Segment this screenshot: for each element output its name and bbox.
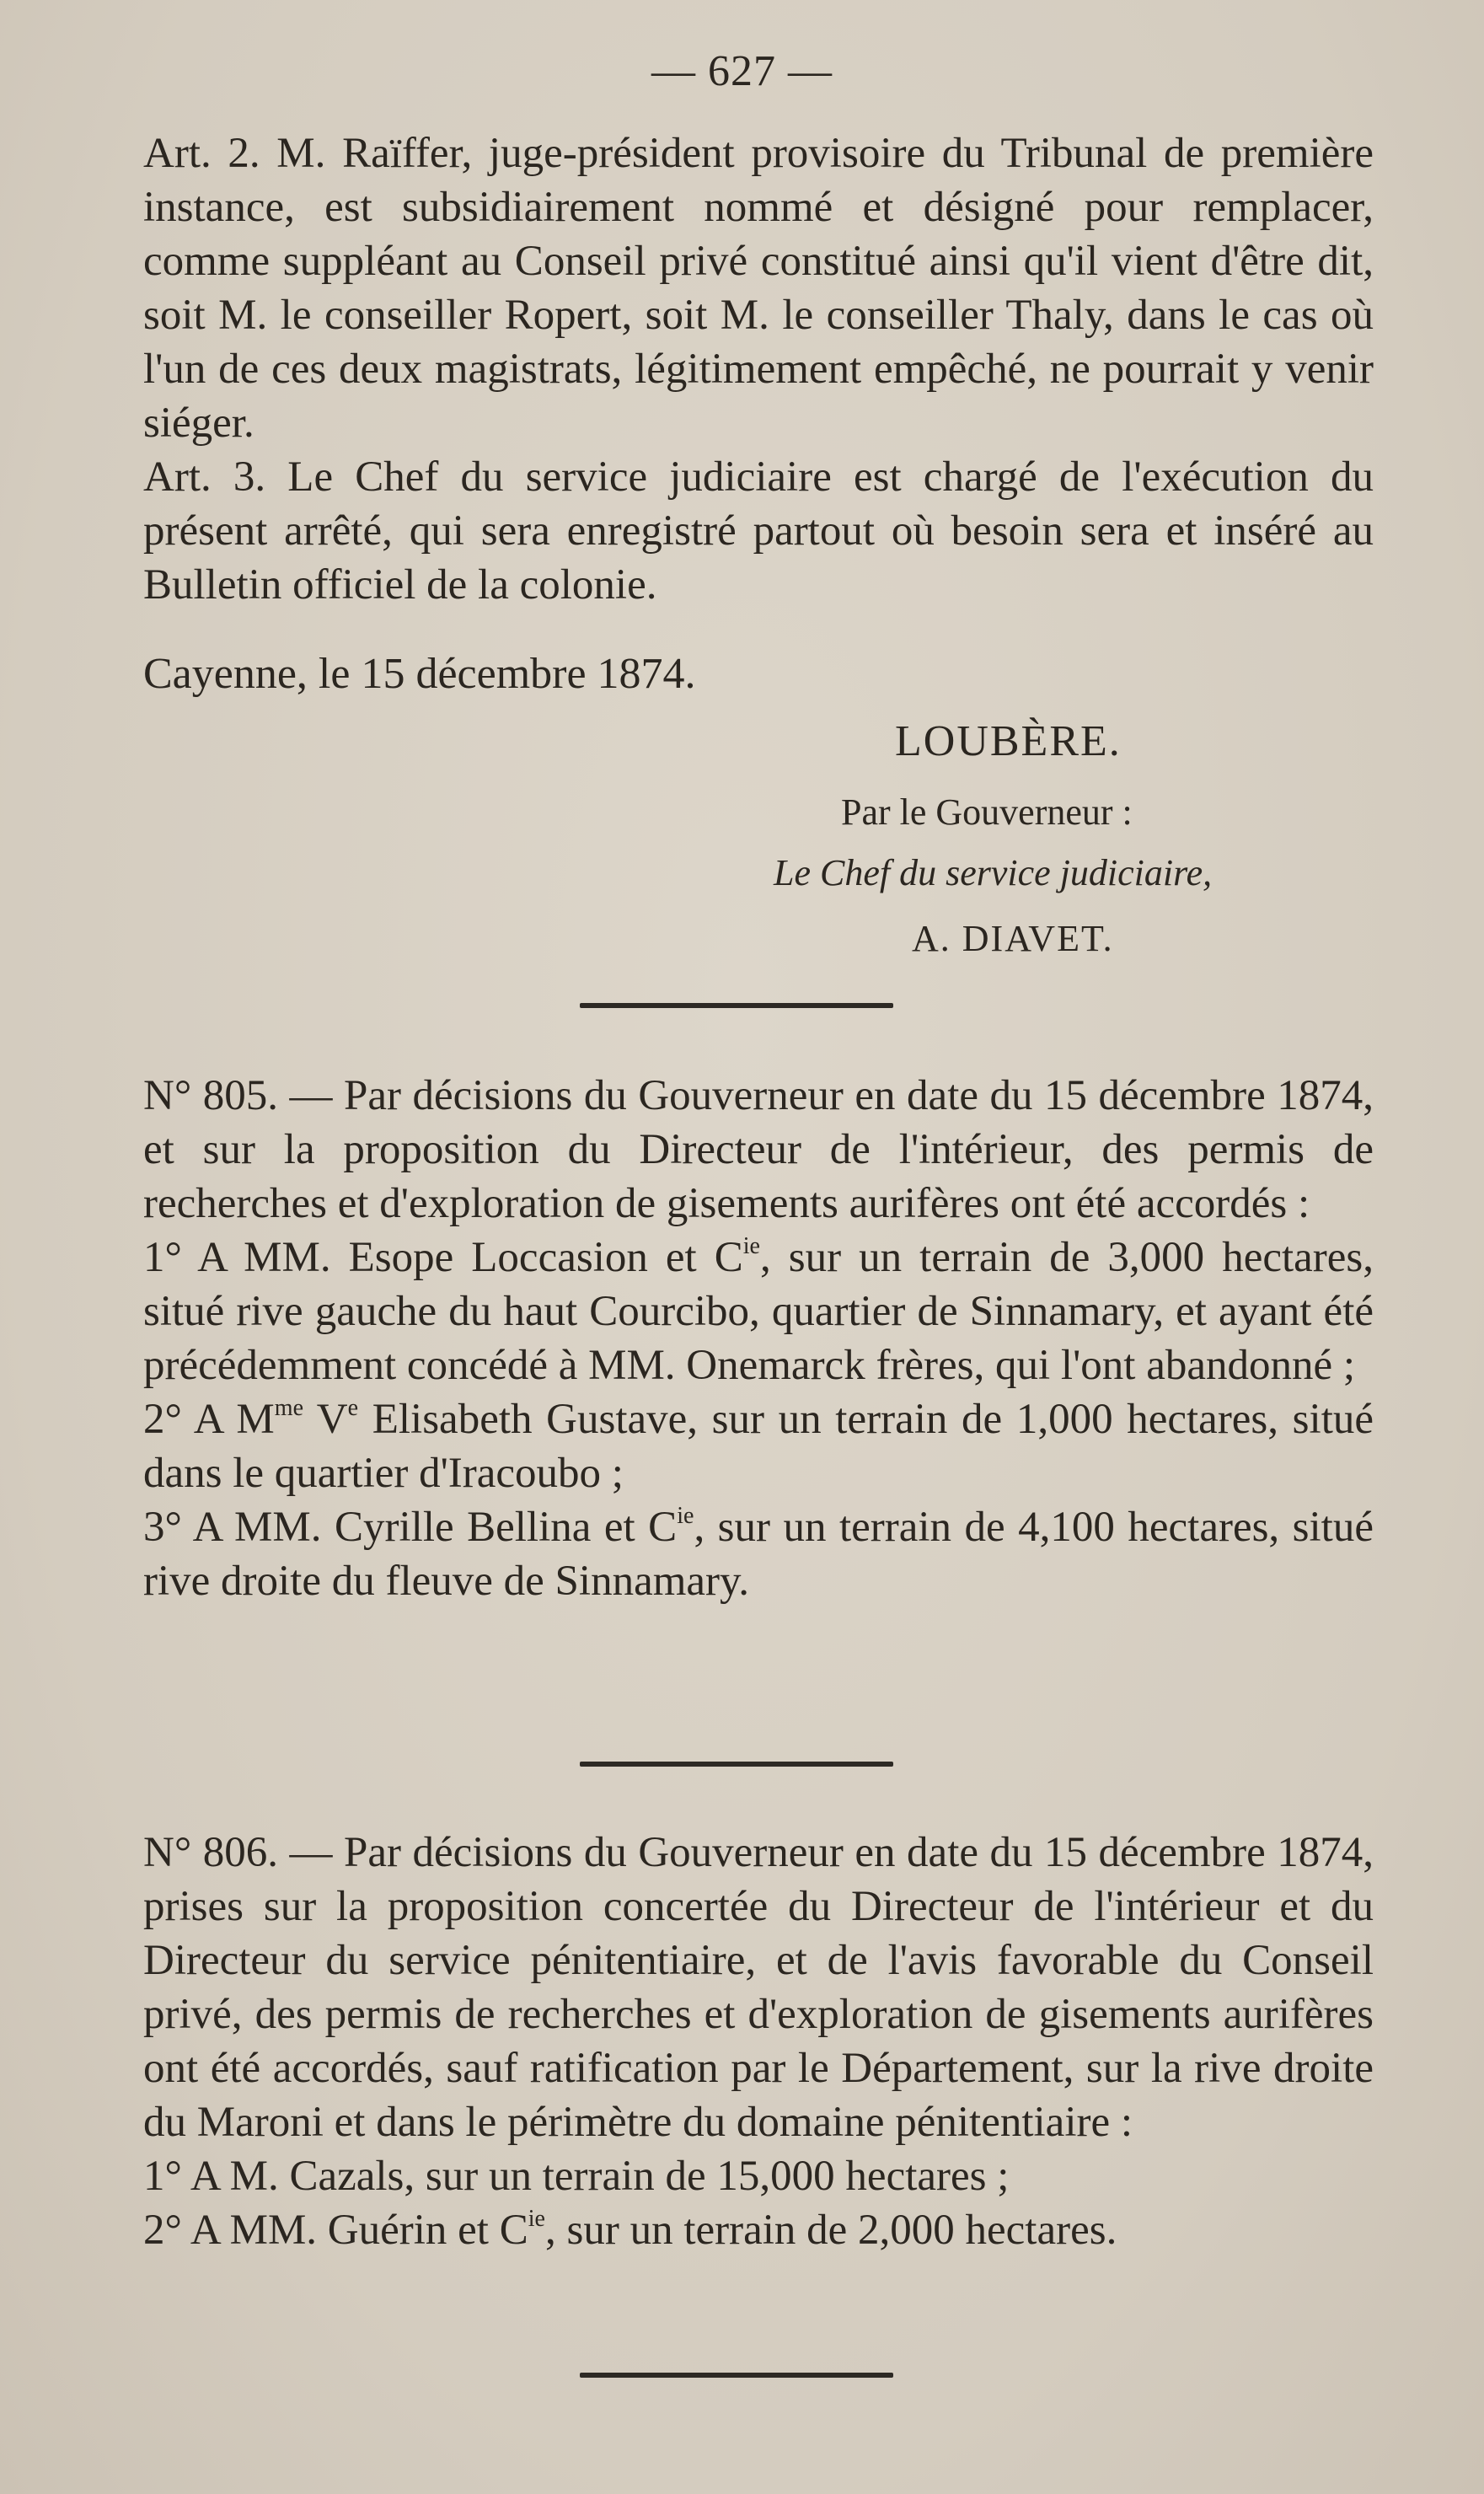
decision-805-intro: N° 805. — Par décisions du Gouverneur en date du 15 décembre 1874, et sur la proposition du Directeur de l'intérieur, des permis de recherches et d'exploration de gisements aurifères ont été accordés :	[143, 1072, 1374, 1227]
decision-806-item-1: 1° A M. Cazals, sur un terrain de 15,000 hectares ;	[143, 2153, 1010, 2200]
section-divider-3	[580, 2373, 893, 2378]
date-block	[143, 647, 1374, 701]
governor-signature: LOUBÈRE.	[895, 717, 1122, 765]
chief-signature: A. DIAVET.	[912, 918, 1114, 959]
page-number: — 627 —	[651, 47, 833, 95]
chief-title: Le Chef du service judiciaire,	[774, 852, 1213, 893]
section-divider-1	[580, 1003, 893, 1008]
article-3: Art. 3. Le Chef du service judiciaire est chargé de l'exécution du présent arrêté, qui sera enregistré partout où besoin sera et inséré au Bulletin officiel de la colonie.	[143, 453, 1374, 609]
article-2: Art. 2. M. Raïffer, juge-président provisoire du Tribunal de première instance, est subsidiairement nommé et désigné pour remplacer, comme suppléant au Conseil privé constitué ainsi qu'il vient d'être dit, soit M. le conseiller Ropert, soit M. le conseiller Thaly, dans le cas où l'un de ces deux magistrats, légitimement empêché, ne pourrait y venir siéger.	[143, 130, 1374, 447]
decision-805-item-2: 2° A $M^{me}$ Ve Elisabeth Gustave, sur un terrain de 1,000 hectares, situé dans le quartier d'Iracoubo ;	[143, 1394, 1374, 1497]
section-divider-2	[580, 1762, 893, 1767]
arrete-articles	[143, 126, 1374, 612]
decision-806-intro: N° 806. — Par décisions du Gouverneur en date du 15 décembre 1874, prises sur la proposition concertée du Directeur de l'intérieur et du Directeur du service pénitentiaire, et de l'avis favorable du Conseil privé, des permis de recherches et d'exploration de gisements aurifères ont été accordés, sauf ratification par le Département, sur la rive droite du Maroni et dans le périmètre du domaine pénitentiaire :	[143, 1829, 1374, 2146]
date-line: Cayenne, le 15 décembre 1874.	[143, 650, 696, 698]
decision-806-item-2: 2° A MM. Guérin et $C^{ie}$, sur un terrain de 2,000 hectares.	[143, 2205, 1117, 2254]
decision-805	[143, 1069, 1374, 1608]
decision-805-item-3: 3° A MM. Cyrille Bellina et $C^{ie}$, sur un terrain de 4,100 hectares, situé rive droite du fleuve de Sinnamary.	[143, 1502, 1374, 1605]
decision-806	[143, 1826, 1374, 2257]
by-governor-line: Par le Gouverneur :	[841, 791, 1133, 833]
decision-805-item-1: 1° A MM. Esope Loccasion et $C^{ie}$, sur un terrain de 3,000 hectares, situé rive gauche du haut Courcibo, quartier de Sinnamary, et ayant été précédemment concédé à MM. Onemarck frères, qui l'ont abandonné ;	[143, 1232, 1374, 1389]
